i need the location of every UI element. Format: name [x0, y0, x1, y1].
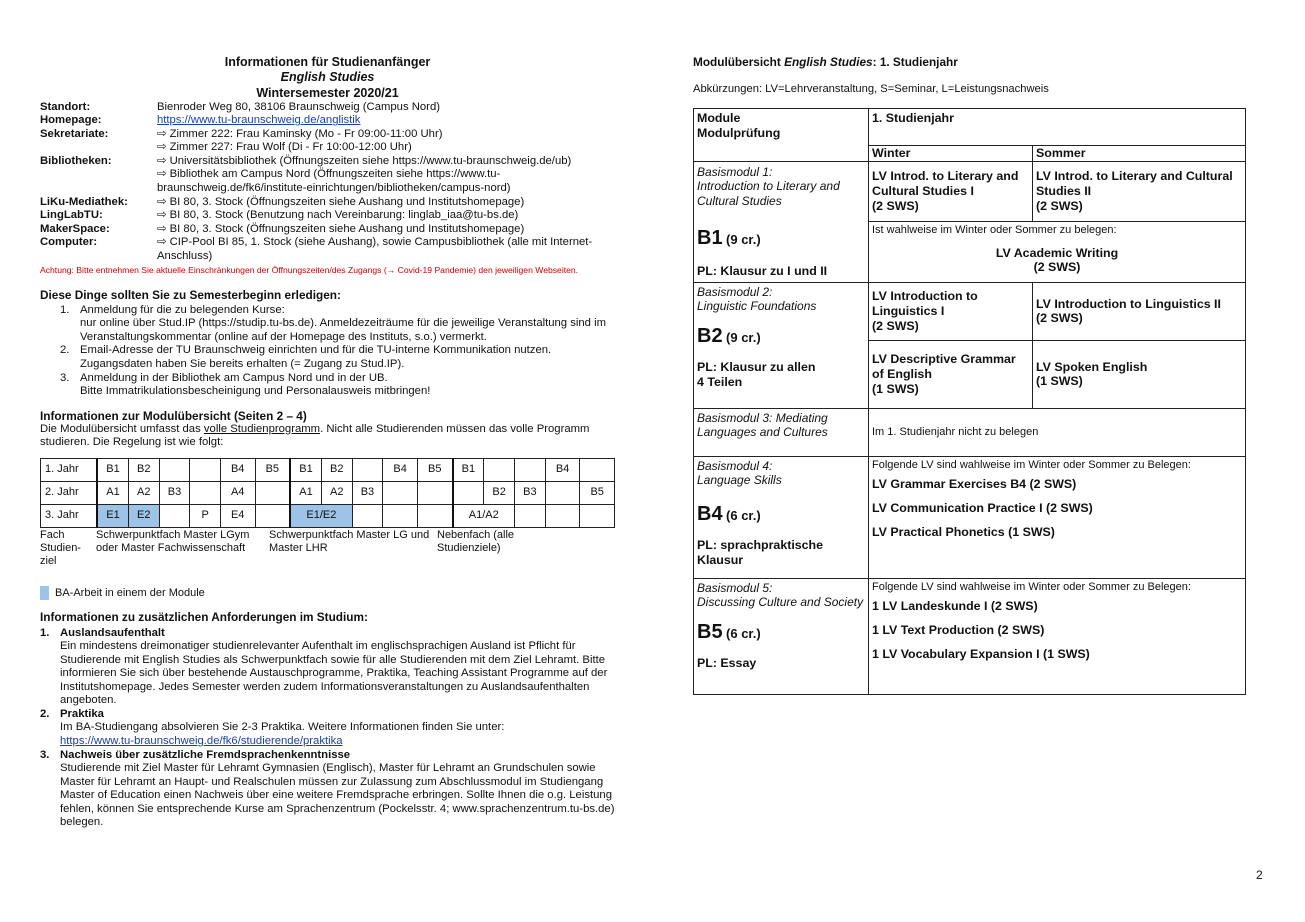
grid-cell: A2: [321, 481, 352, 504]
grid-cell: [352, 504, 383, 527]
page-number: 2: [1256, 868, 1263, 882]
module-b4: Basismodul 4: Language Skills B4 (6 cr.) PL: sprachpraktische Klausur: [694, 456, 869, 578]
ub-line[interactable]: ⇨ Universitätsbibliothek (Öffnungszeiten siehe https://www.tu-braunschweig.de/ub): [157, 154, 572, 167]
grid-cell: B1: [97, 458, 128, 481]
module-overview-title: Modulübersicht English Studies: 1. Studienjahr: [693, 55, 958, 69]
grid-cell: A2: [128, 481, 159, 504]
study-plan-grid: [40, 458, 615, 528]
grid-cell: B3: [159, 481, 190, 504]
lv-cell: LV Spoken English (1 SWS): [1033, 340, 1246, 408]
info-row-computer: Computer: ⇨ CIP-Pool BI 85, 1. Stock (siehe Aushang), sowie Campusbibliothek (alle mit Internet-Anschluss): [40, 236, 593, 262]
grid-row: [41, 481, 615, 504]
ba-legend: BA-Arbeit in einem der Module: [40, 586, 615, 600]
left-page: [40, 55, 615, 830]
grid-cell: [190, 458, 221, 481]
grid-cell: B2: [128, 458, 159, 481]
req-item: 1. Auslandsaufenthalt Ein mindestens dreimonatiger studienrelevanter Aufenthalt im englischsprachigen Ausland ist Pflicht für Studierende mit English Studies als Schwerpunktfach sowie für alle Studierenden mit dem Ziel Lehramt. Bitte informieren Sie sich über bestehende Austauschprogramme, Praktika, Teaching Assistant Programme auf der Institutshomepage. Jedes Semester werden zudem Informationsveranstaltungen zu Auslandsaufenthalten angeboten.: [40, 626, 608, 707]
grid-cell: B2: [321, 458, 352, 481]
todo-heading: Diese Dinge sollten Sie zu Semesterbeginn erledigen:: [40, 287, 341, 302]
grid-year-label: 2. Jahr: [41, 481, 98, 504]
info-row-homepage: Homepage: https://www.tu-braunschweig.de/anglistik: [40, 114, 361, 127]
module-b3: Basismodul 3: Mediating Languages and Cultures: [694, 408, 869, 456]
lv-cell: LV Descriptive Grammar of English (1 SWS): [869, 340, 1033, 408]
grid-cell: B4: [383, 458, 418, 481]
grid-cell: [545, 481, 580, 504]
doc-semester: Wintersemester 2020/21: [256, 85, 399, 100]
grid-cell: B1: [453, 458, 484, 481]
grid-cell: [383, 504, 418, 527]
grid-cell: B4: [220, 458, 255, 481]
grid-cell: [159, 458, 190, 481]
grid-year-label: 3. Jahr: [41, 504, 98, 527]
lv-cell-academic-writing: Ist wahlweise im Winter oder Sommer zu belegen: LV Academic Writing (2 SWS): [869, 222, 1246, 283]
grid-row: [41, 458, 615, 481]
grid-cell: B3: [515, 481, 546, 504]
info-row-linglab: LingLabTU: ⇨ BI 80, 3. Stock (Benutzung nach Vereinbarung: linglab_iaa@tu-bs.de): [40, 209, 519, 222]
module-b1: Basismodul 1: Introduction to Literary and Cultural Studies B1 (9 cr.) PL: Klausur zu I und II: [694, 161, 869, 282]
module-table: [693, 108, 1246, 695]
module-code: B2: [697, 324, 723, 347]
lv-cell: LV Introd. to Literary and Cultural Studies II (2 SWS): [1033, 161, 1246, 222]
grid-cell: [352, 458, 383, 481]
grid-cell: [453, 481, 484, 504]
grid-cell: E1/E2: [290, 504, 352, 527]
winter-header: Winter: [869, 146, 1033, 162]
grid-cell: [383, 481, 418, 504]
grid-cell: B5: [417, 458, 452, 481]
grid-cell: [159, 504, 190, 527]
info-row-liku: LiKu-Mediathek: ⇨ BI 80, 3. Stock (Öffnungszeiten siehe Aushang und Institutshomepage): [40, 195, 525, 208]
grid-cell: [255, 504, 290, 527]
page-header: [40, 55, 615, 101]
lv-cell: LV Introduction to Linguistics I (2 SWS): [869, 282, 1033, 340]
module-code: B4: [697, 502, 723, 525]
module-b5: Basismodul 5: Discussing Culture and Society B5 (6 cr.) PL: Essay: [694, 578, 869, 694]
grid-cell: B2: [484, 481, 515, 504]
grid-cell: [545, 504, 580, 527]
grid-cell: P: [190, 504, 221, 527]
homepage-link[interactable]: https://www.tu-braunschweig.de/anglistik: [157, 114, 361, 127]
grid-cell: [484, 458, 515, 481]
requirements-list: [40, 627, 615, 830]
todo-item: 2. Email-Adresse der TU Braunschweig einrichten und für die TU-interne Kommunikation nutzen. Zugangsdaten haben Sie bereits erhalten (= Zugang zu Stud.IP).: [60, 344, 552, 370]
todo-item: 1. Anmeldung für die zu belegenden Kurse: nur online über Stud.IP (https://studip.tu-bs.de). Anmeldezeiträume für die jeweilige Veranstaltung sind im Veranstaltungskommentar (online auf der Homepage des Instituts, s.o.) vermerkt.: [60, 303, 607, 343]
info-block: [40, 101, 615, 276]
sommer-header: Sommer: [1033, 146, 1246, 162]
req-heading: Informationen zu zusätzlichen Anforderungen im Studium:: [40, 610, 368, 625]
b4-lv-cell: Folgende LV sind wahlweise im Winter oder Sommer zu Belegen: LV Grammar Exercises B4 (2 SWS) LV Communication Practice I (2 SWS) LV Practical Phonetics (1 SWS): [869, 456, 1246, 578]
covid-warning: Achtung: Bitte entnehmen Sie aktuelle Einschränkungen der Öffnungszeiten/des Zugangs (→ Covid-19 Pandemie) den jeweiligen Webseiten.: [40, 265, 579, 276]
ba-swatch: [40, 586, 49, 600]
grid-cell: B5: [580, 481, 615, 504]
todo-list: [60, 304, 615, 399]
info-row-sekretariate: Sekretariate: ⇨ Zimmer 222: Frau Kaminsky (Mo - Fr 09:00-11:00 Uhr) ⇨ Zimmer 227: Frau Wolf (Di - Fr 10:00-12:00 Uhr): [40, 127, 443, 154]
b3-note: Im 1. Studienjahr nicht zu belegen: [869, 408, 1246, 456]
grid-year-label: 1. Jahr: [41, 458, 98, 481]
info-row-standort: Standort: Bienroder Weg 80, 38106 Braunschweig (Campus Nord): [40, 100, 440, 113]
grid-cell: [417, 504, 452, 527]
req-item: 2. Praktika Im BA-Studiengang absolvieren Sie 2-3 Praktika. Weitere Informationen finden Sie unter: https://www.tu-braunschweig.de/fk6/studierende/praktika: [40, 708, 615, 749]
todo-item: 3. Anmeldung in der Bibliothek am Campus Nord und in der UB. Bitte Immatrikulationsbescheinigung und Personalausweis mitbringen!: [60, 371, 431, 398]
req-item: 3. Nachweis über zusätzliche Fremdsprachenkenntnisse Studierende mit Ziel Master für Lehramt Gymnasien (Englisch), Master für Lehramt an Grundschulen sowie Master für Lehramt an Haupt- und Realschulen müssen zur Zulassung zum Abschlussmodul im Studiengang Master of Education einen Nachweis über eine weitere Fremdsprache erbringen. Sollte Ihnen die o.g. Leistung fehlen, können Sie entsprechende Kurse am Sprachenzentrum (Pockelsstr. 4; www.sprachenzentrum.tu-bs.de) belegen.: [40, 748, 615, 829]
grid-cell: A4: [220, 481, 255, 504]
grid-cell: [580, 458, 615, 481]
lv-cell: LV Introd. to Literary and Cultural Studies I (2 SWS): [869, 161, 1033, 222]
doc-title: Informationen für Studienanfänger: [224, 55, 431, 69]
grid-cell: B4: [545, 458, 580, 481]
grid-cell: B1: [290, 458, 321, 481]
grid-legend: Fach Studien-ziel Schwerpunktfach Master LGym oder Master Fachwissenschaft Schwerpunktfach Master LG und Master LHR Nebenfach (alle Studienziele): [40, 528, 515, 568]
lv-cell: LV Introduction to Linguistics II (2 SWS): [1033, 282, 1246, 340]
grid-cell: A1/A2: [453, 504, 515, 527]
overview-heading: Informationen zur Modulübersicht (Seiten 2 – 4): [40, 408, 307, 423]
module-code: B5: [697, 620, 723, 643]
abbreviations: Abkürzungen: LV=Lehrveranstaltung, S=Seminar, L=Leistungsnachweis: [693, 83, 1049, 96]
grid-cell: A1: [290, 481, 321, 504]
right-page: [693, 55, 1248, 97]
overview-text: Die Modulübersicht umfasst das volle Studienprogramm. Nicht alle Studierenden müssen das volle Programm studieren. Die Regelung ist wie folgt:: [40, 422, 590, 449]
grid-cell: B5: [255, 458, 290, 481]
module-code: B1: [697, 227, 723, 250]
module-header-cell: Module Modulprüfung: [694, 109, 869, 162]
campus-nord-line[interactable]: ⇨ Bibliothek am Campus Nord (Öffnungszeiten siehe https://www.tu-braunschweig.de/fk6/institute-einrichtungen/bibliotheken/campus-nord): [157, 168, 511, 195]
grid-row: [41, 504, 615, 527]
grid-cell: [255, 481, 290, 504]
grid-cell: [417, 481, 452, 504]
grid-cell: A1: [97, 481, 128, 504]
grid-cell: E1: [97, 504, 128, 527]
info-row-makerspace: MakerSpace: ⇨ BI 80, 3. Stock (Öffnungszeiten siehe Aushang und Institutshomepage): [40, 222, 525, 235]
grid-cell: [580, 504, 615, 527]
doc-subtitle: English Studies: [280, 70, 375, 85]
info-row-bibliotheken: Bibliotheken: ⇨ Universitätsbibliothek (Öffnungszeiten siehe https://www.tu-braunschweig.de/ub) ⇨ Bibliothek am Campus Nord (Öffnungszeiten siehe https://www.tu-braunschweig.de/fk6/institute-einrichtungen/bibliotheken/campus-nord): [40, 155, 615, 196]
module-b2: Basismodul 2: Linguistic Foundations B2 (9 cr.) PL: Klausur zu allen 4 Teilen: [694, 282, 869, 408]
grid-cell: E2: [128, 504, 159, 527]
grid-cell: [190, 481, 221, 504]
b5-lv-cell: Folgende LV sind wahlweise im Winter oder Sommer zu Belegen: 1 LV Landeskunde I (2 SWS) 1 LV Text Production (2 SWS) 1 LV Vocabulary Expansion I (1 SWS): [869, 578, 1246, 694]
grid-cell: B3: [352, 481, 383, 504]
praktika-link[interactable]: https://www.tu-braunschweig.de/fk6/studierende/praktika: [60, 734, 343, 747]
grid-cell: E4: [220, 504, 255, 527]
grid-cell: [515, 458, 546, 481]
year-header-cell: 1. Studienjahr: [869, 109, 1246, 146]
grid-cell: [515, 504, 546, 527]
